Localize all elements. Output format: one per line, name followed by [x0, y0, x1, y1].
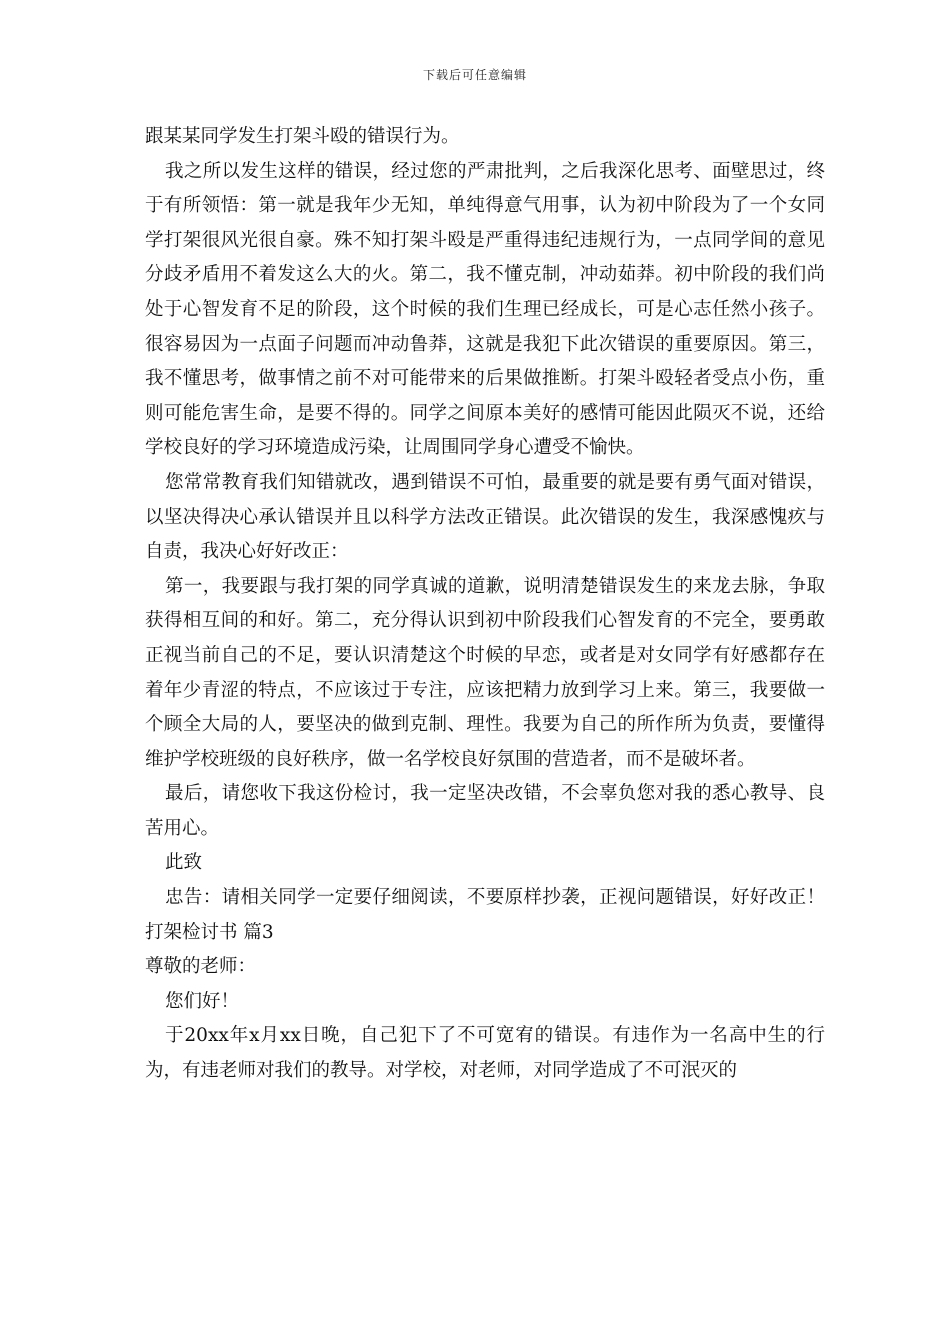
closing-salutation: 此致 — [165, 852, 203, 874]
greeting-teacher: 尊敬的老师： — [145, 956, 257, 978]
paragraph-1: 跟某某同学发生打架斗殴的错误行为。 — [145, 126, 460, 147]
paragraph-final: 于20xx年x月xx日晚，自己犯下了不可宽宥的错误。有违作为一名高中生的行为，有违老师对我们的教导。对学校，对老师，对同学造成了不可泯灭的 — [145, 1025, 825, 1082]
greeting-hello: 您们好！ — [165, 990, 240, 1012]
page-header: 下载后可任意编辑 — [422, 68, 527, 82]
paragraph-2: 我之所以发生这样的错误，经过您的严肃批判，之后我深化思考、面壁思过，终于有所领悟：第一就是我年少无知，单纯得意气用事，认为初中阶段为了一个女同学打架很风光很自豪。殊不知打架斗殴是严重得违纪违规行为，一点同学间的意见分歧矛盾用不着发这么大的火。第二，我不懂克制，冲动茹莽。初中阶段的我们尚处于心智发育不足的阶段，这个时候的我们生理已经成长，可是心志任然小孩子。很容易因为一点面子问题而冲动鲁莽，这就是我犯下此次错误的重要原因。第三，我不懂思考，做事情之前不对可能带来的后果做推断。打架斗殴轻者受点小伤，重则可能危害生命，是要不得的。同学之间原本美好的感情可能因此陨灭不说，还给学校良好的学习环境造成污染，让周围同学身心遭受不愉快。 — [145, 160, 825, 459]
advice-note: 忠告：请相关同学一定要仔细阅读，不要原样抄袭，正视问题错误，好好改正！打架检讨书 篇3 — [145, 887, 825, 943]
paragraph-4: 第一，我要跟与我打架的同学真诚的道歉，说明清楚错误发生的来龙去脉，争取获得相互间的和好。第二，充分得认识到初中阶段我们心智发育的不完全，要勇敢正视当前自己的不足，要认识清楚这个时候的早恋，或者是对女同学有好感都存在着年少青涩的特点，不应该过于专注，应该把精力放到学习上来。第三，我要做一个顾全大局的人，要坚决的做到克制、理性。我要为自己的所作所为负责，要懂得维护学校班级的良好秩序，做一名学校良好氛围的营造者，而不是破坏者。 — [145, 575, 825, 770]
paragraph-5: 最后，请您收下我这份检讨，我一定坚决改错，不会辜负您对我的悉心教导、良苦用心。 — [145, 783, 825, 839]
document-body — [145, 120, 825, 1089]
paragraph-3: 您常常教育我们知错就改，遇到错误不可怕，最重要的就是要有勇气面对错误，以坚决得决心承认错误并且以科学方法改正错误。此次错误的发生，我深感愧疚与自责，我决心好好改正： — [145, 471, 825, 563]
